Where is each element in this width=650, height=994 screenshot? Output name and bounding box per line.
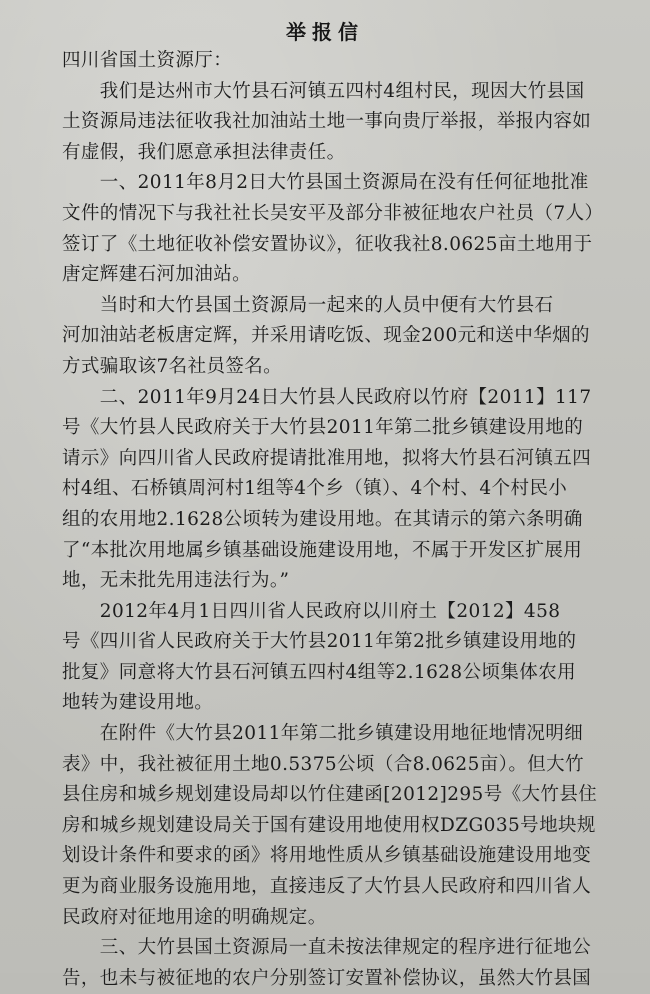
letter-line: 2012年4月1日四川省人民政府以川府土【2012】458	[62, 600, 561, 622]
letter-body	[62, 46, 648, 994]
letter-line: 请示》向四川省人民政府提请批准用地，拟将大竹县石河镇五四	[62, 447, 592, 469]
letter-line: 三、大竹县国土资源局一直未按法律规定的程序进行征地公	[62, 937, 592, 959]
letter-line: 有虚假，我们愿意承担法律责任。	[62, 141, 346, 163]
letter-title: 举报信	[286, 20, 364, 44]
letter-line: 民政府对征地用途的明确规定。	[62, 906, 327, 928]
letter-line: 村4组、石桥镇周河村1组等4个乡（镇）、4个村、4个村民小	[62, 478, 568, 500]
letter-line: 号《四川省人民政府关于大竹县2011年第2批乡镇建设用地的	[62, 631, 577, 653]
letter-line: 唐定辉建石河加油站。	[62, 264, 252, 286]
letter-line: 号《大竹县人民政府关于大竹县2011年第二批乡镇建设用地的	[62, 417, 584, 439]
letter-line: 县住房和城乡规划建设局却以竹住建函[2012]295号《大竹县住	[62, 784, 598, 806]
letter-line: 了“本批次用地属乡镇基础设施建设用地，不属于开发区扩展用	[62, 539, 583, 561]
letter-line: 更为商业服务设施用地，直接违反了大竹县人民政府和四川省人	[62, 876, 592, 898]
letter-line: 批复》同意将大竹县石河镇五四村4组等2.1628公顷集体农用	[62, 661, 577, 683]
letter-line: 文件的情况下与我社社长吴安平及部分非被征地农户社员（7人）	[62, 202, 604, 224]
letter-line: 一、2011年8月2日大竹县国土资源局在没有任何征地批准	[62, 172, 589, 194]
letter-line: 地转为建设用地。	[62, 692, 214, 714]
letter-line: 二、2011年9月24日大竹县人民政府以竹府【2011】117	[62, 386, 592, 408]
letter-line: 方式骗取该7名社员签名。	[62, 355, 283, 377]
letter-line: 河加油站老板唐定辉，并采用请吃饭、现金200元和送中华烟的	[62, 325, 590, 347]
letter-line: 告，也未与被征地的农户分别签订安置补偿协议，虽然大竹县国	[62, 967, 592, 989]
letter-line: 我们是达州市大竹县石河镇五四村4组村民，现因大竹县国	[62, 80, 585, 102]
letter-line: 在附件《大竹县2011年第二批乡镇建设用地征地情况明细	[62, 723, 584, 745]
letter-line: 四川省国土资源厅：	[62, 50, 233, 71]
letter-line: 当时和大竹县国土资源局一起来的人员中便有大竹县石	[62, 294, 554, 316]
letter-line: 房和城乡规划建设局关于国有建设用地使用权DZG035号地块规	[62, 814, 596, 836]
letter-line: 签订了《土地征收补偿安置协议》，征收我社8.0625亩土地用于	[62, 233, 593, 255]
letter-line: 组的农用地2.1628公顷转为建设用地。在其请示的第六条明确	[62, 508, 583, 530]
letter-line: 土资源局违法征收我社加油站土地一事向贵厅举报，举报内容如	[62, 111, 592, 133]
letter-line: 表》中，我社被征用土地0.5375公顷（合8.0625亩）。但大竹	[62, 753, 584, 775]
letter-line: 地，无未批先用违法行为。”	[62, 570, 290, 592]
letter-line: 划设计条件和要求的函》将用地性质从乡镇基础设施建设用地变	[62, 845, 592, 867]
